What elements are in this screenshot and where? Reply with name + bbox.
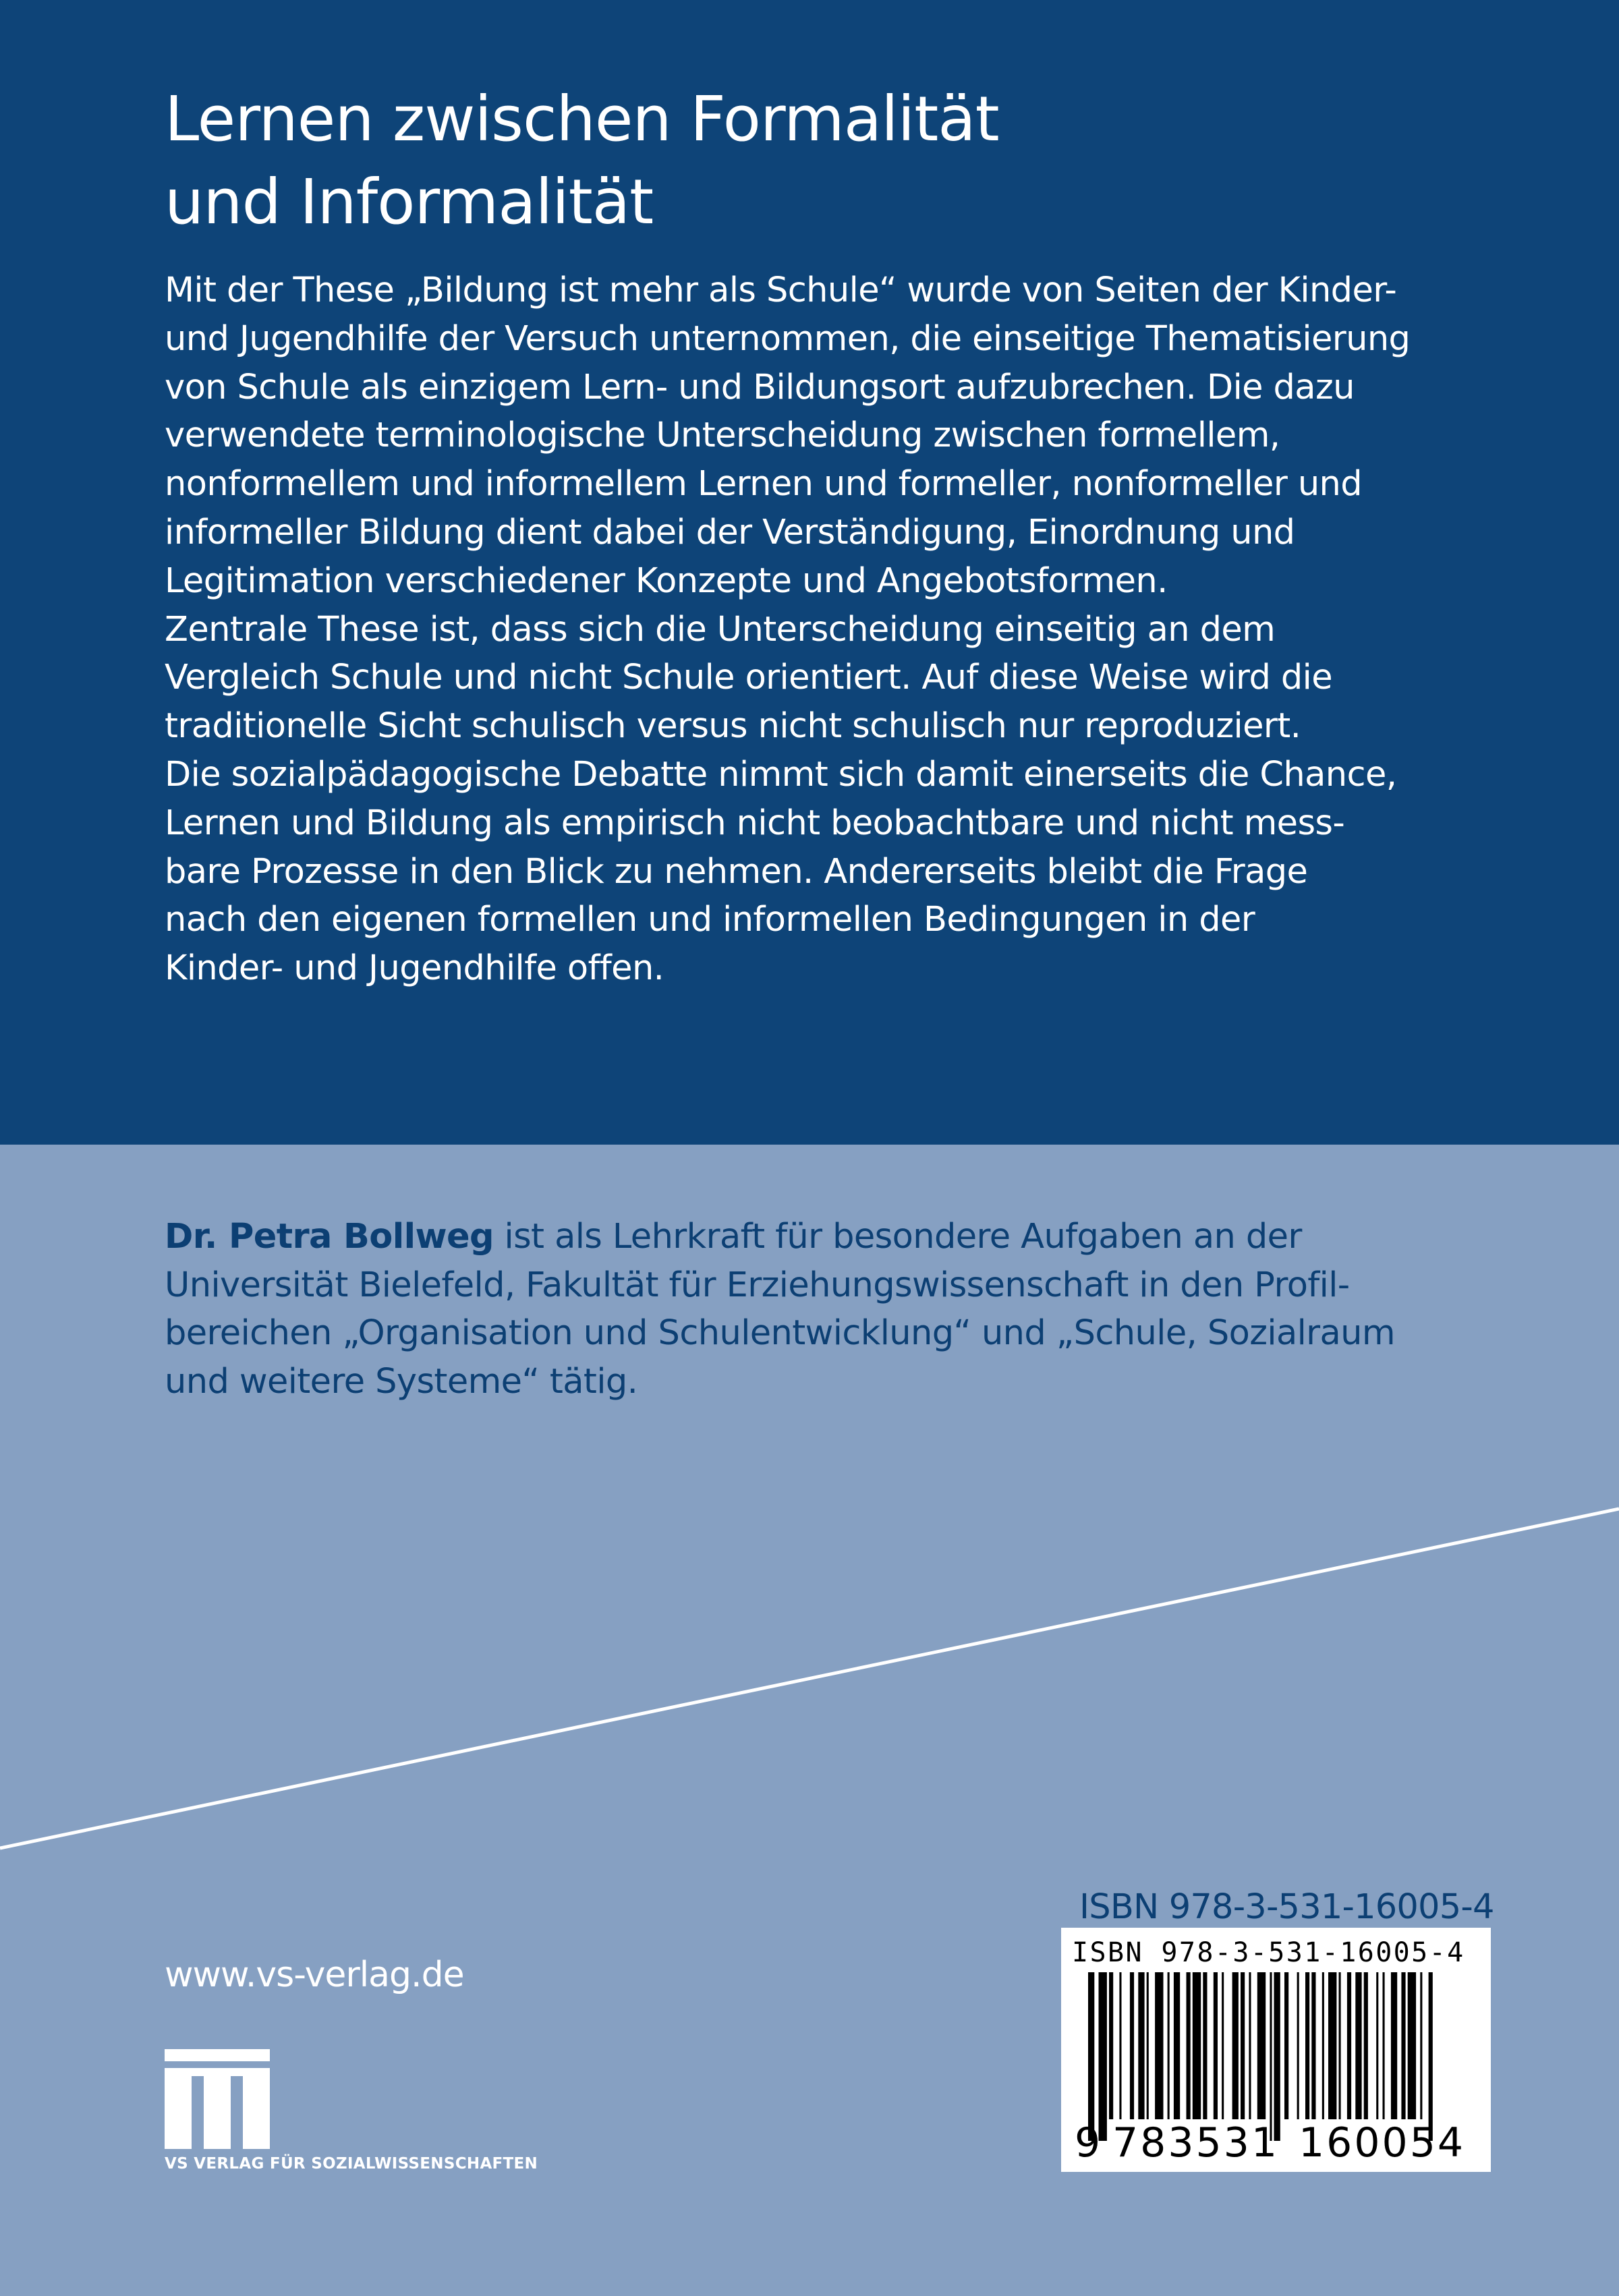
book-title — [165, 78, 1514, 243]
blurb-line: Mit der These „Bildung ist mehr als Schule“ wurde von Seiten der Kinder- — [165, 270, 1397, 310]
author-name: Dr. Petra Bollweg — [165, 1217, 494, 1257]
isbn-barcode — [1061, 1928, 1491, 2172]
book-title-line-1: Lernen zwischen Formalität — [165, 83, 999, 155]
blurb-line: und Jugendhilfe der Versuch unternommen, die einseitige Thematisierung — [165, 318, 1411, 359]
author-bio-line: und weitere Systeme“ tätig. — [165, 1361, 638, 1402]
book-title-line-2: und Informalität — [165, 166, 654, 238]
isbn-label: ISBN 978-3-531-16005-4 — [1079, 1887, 1494, 1927]
blurb-line: nonformellem und informellem Lernen und formeller, nonformeller und — [165, 464, 1363, 505]
publisher-name: VS VERLAG FÜR SOZIALWISSENSCHAFTEN — [165, 2155, 538, 2173]
barcode-top-text: ISBN 978-3-531-16005-4 — [1072, 1937, 1465, 1968]
blurb-line: informeller Bildung dient dabei der Verständigung, Einordnung und — [165, 512, 1295, 552]
blurb-line: Die sozialpädagogische Debatte nimmt sich damit einerseits die Chance, — [165, 754, 1397, 795]
blurb-line: von Schule als einzigem Lern- und Bildungsort aufzubrechen. Die dazu — [165, 367, 1355, 407]
blurb-line: verwendete terminologische Unterscheidung zwischen formellem, — [165, 415, 1280, 456]
blurb-line: nach den eigenen formellen und informellen Bedingungen in der — [165, 900, 1255, 940]
blurb-text — [165, 266, 1500, 993]
author-bio — [165, 1213, 1514, 1406]
blurb-line: bare Prozesse in den Blick zu nehmen. Andererseits bleibt die Frage — [165, 851, 1308, 892]
blurb-line: traditionelle Sicht schulisch versus nicht schulisch nur reproduziert. — [165, 706, 1301, 747]
barcode-digit-first: 9 — [1075, 2119, 1103, 2166]
author-bio-line: bereichen „Organisation und Schulentwicklung“ und „Schule, Sozialraum — [165, 1313, 1395, 1353]
blurb-line: Vergleich Schule und nicht Schule orientiert. Auf diese Weise wird die — [165, 658, 1332, 698]
blurb-line: Legitimation verschiedener Konzepte und Angebotsformen. — [165, 561, 1168, 601]
publisher-url[interactable]: www.vs-verlag.de — [165, 1955, 464, 1995]
blurb-line: Lernen und Bildung als empirisch nicht beobachtbare und nicht mess- — [165, 803, 1345, 843]
author-bio-line: Universität Bielefeld, Fakultät für Erziehungswissenschaft in den Profil- — [165, 1265, 1350, 1305]
blurb-line: Zentrale These ist, dass sich die Unterscheidung einseitig an dem — [165, 609, 1276, 650]
vs-verlag-logo-icon — [165, 2049, 270, 2149]
author-bio-line — [165, 1213, 1514, 1261]
barcode-digits-left: 783531 — [1112, 2119, 1280, 2166]
blurb-line: Kinder- und Jugendhilfe offen. — [165, 948, 664, 989]
author-bio-line-1-rest: ist als Lehrkraft für besondere Aufgaben an der — [493, 1217, 1302, 1257]
barcode-digits-right: 160054 — [1299, 2119, 1466, 2166]
